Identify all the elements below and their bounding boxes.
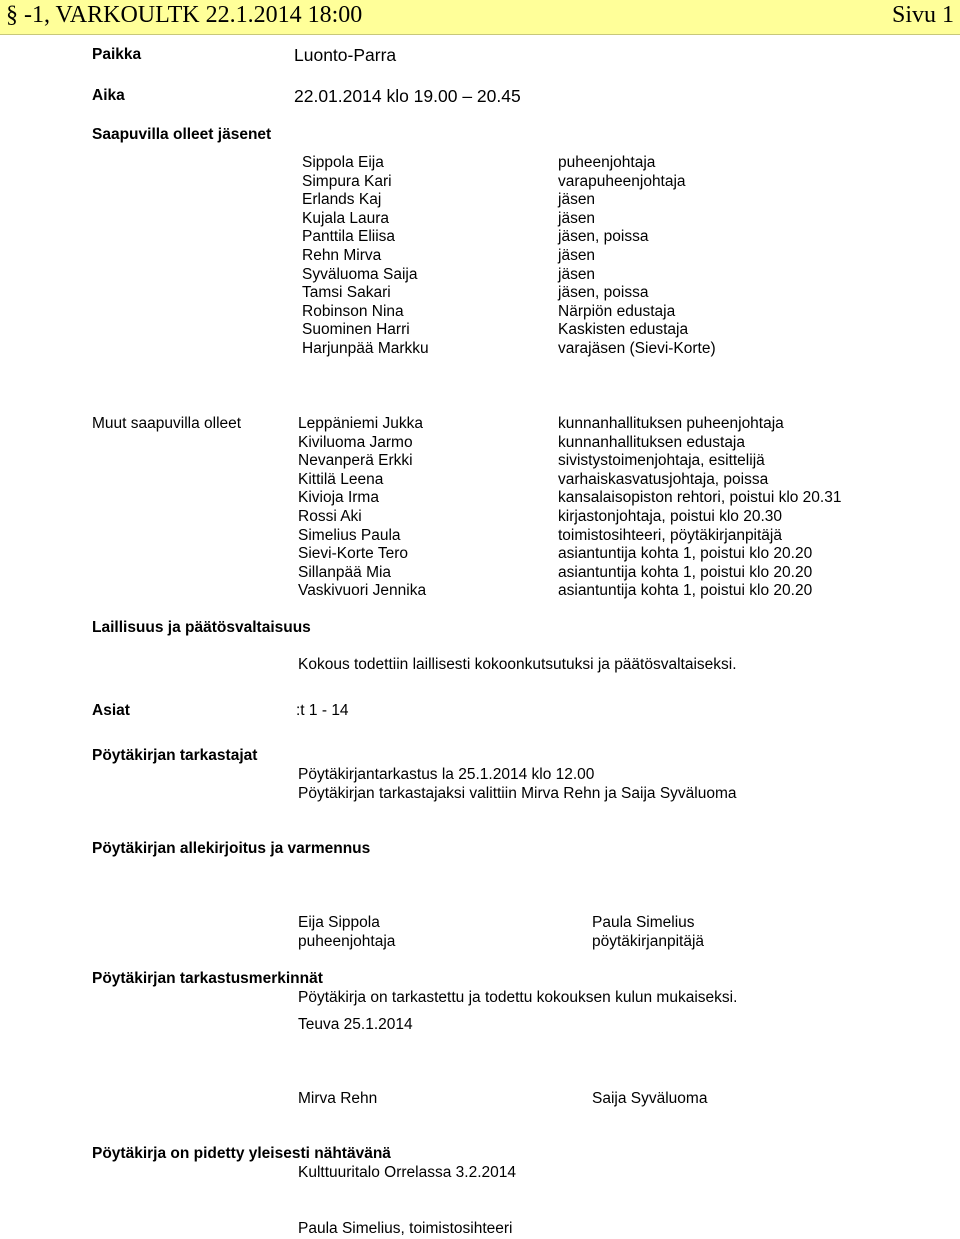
document-title: § -1, VARKOULTK 22.1.2014 18:00 bbox=[6, 2, 363, 28]
time-label: Aika bbox=[92, 87, 125, 104]
checkmarks-label: Pöytäkirjan tarkastusmerkinnät bbox=[92, 970, 323, 987]
other-role: sivistystoimenjohtaja, esittelijä bbox=[558, 452, 765, 470]
other-name: Kittilä Leena bbox=[298, 470, 384, 488]
member-role: jäsen, poissa bbox=[558, 284, 649, 302]
member-roles bbox=[558, 154, 716, 359]
other-role: asiantuntija kohta 1, poistui klo 20.20 bbox=[558, 582, 813, 600]
member-name: Harjunpää Markku bbox=[302, 339, 429, 357]
checkers-label: Pöytäkirjan tarkastajat bbox=[92, 747, 258, 764]
checkers-line-2: Pöytäkirjan tarkastajaksi valittiin Mirva Rehn ja Saija Syväluoma bbox=[298, 785, 737, 802]
member-name: Robinson Nina bbox=[302, 302, 404, 320]
member-role: jäsen bbox=[558, 265, 596, 283]
signer-1-role: puheenjohtaja bbox=[298, 933, 396, 950]
other-role: varhaiskasvatusjohtaja, poissa bbox=[558, 470, 769, 488]
member-role: jäsen, poissa bbox=[558, 228, 649, 246]
checkers-line-1: Pöytäkirjantarkastus la 25.1.2014 klo 12.00 bbox=[298, 766, 595, 783]
other-name: Sievi-Korte Tero bbox=[298, 545, 408, 563]
other-role: kansalaisopiston rehtori, poistui klo 20.31 bbox=[558, 489, 842, 507]
other-name: Nevanperä Erkki bbox=[298, 452, 413, 470]
other-name: Simelius Paula bbox=[298, 526, 401, 544]
display-label: Pöytäkirja on pidetty yleisesti nähtävänä bbox=[92, 1145, 391, 1162]
checkmarks-place-date: Teuva 25.1.2014 bbox=[298, 1016, 413, 1033]
member-name: Rehn Mirva bbox=[302, 246, 382, 264]
place-label: Paikka bbox=[92, 46, 142, 63]
page-number: Sivu 1 bbox=[891, 2, 954, 28]
other-name: Leppäniemi Jukka bbox=[298, 415, 423, 432]
legality-label: Laillisuus ja päätösvaltaisuus bbox=[92, 619, 311, 636]
others-label: Muut saapuvilla olleet bbox=[92, 415, 242, 432]
place-value: Luonto-Parra bbox=[294, 45, 397, 65]
member-role: varapuheenjohtaja bbox=[558, 172, 686, 190]
other-role: asiantuntija kohta 1, poistui klo 20.20 bbox=[558, 563, 813, 581]
signer-1-name: Eija Sippola bbox=[298, 914, 380, 931]
other-role: toimistosihteeri, pöytäkirjanpitäjä bbox=[558, 526, 782, 544]
member-role: jäsen bbox=[558, 191, 596, 209]
other-names bbox=[298, 415, 426, 601]
signer-2-name: Paula Simelius bbox=[592, 914, 695, 931]
other-name: Rossi Aki bbox=[298, 507, 362, 525]
other-name: Vaskivuori Jennika bbox=[298, 582, 427, 600]
matters-label: Asiat bbox=[92, 702, 130, 719]
signing-label: Pöytäkirjan allekirjoitus ja varmennus bbox=[92, 840, 371, 857]
other-name: Sillanpää Mia bbox=[298, 563, 392, 581]
other-role: asiantuntija kohta 1, poistui klo 20.20 bbox=[558, 545, 813, 563]
other-name: Kiviluoma Jarmo bbox=[298, 433, 413, 451]
member-name: Suominen Harri bbox=[302, 321, 410, 339]
checkmarks-text: Pöytäkirja on tarkastettu ja todettu kokouksen kulun mukaiseksi. bbox=[298, 989, 738, 1006]
member-name: Panttila Eliisa bbox=[302, 228, 396, 246]
member-name: Sippola Eija bbox=[302, 154, 384, 171]
checker-1-name: Mirva Rehn bbox=[298, 1090, 378, 1107]
checker-2-name: Saija Syväluoma bbox=[592, 1090, 708, 1107]
member-name: Erlands Kaj bbox=[302, 191, 382, 209]
member-role: varajäsen (Sievi-Korte) bbox=[558, 339, 716, 357]
member-role: puheenjohtaja bbox=[558, 154, 656, 171]
legality-text: Kokous todettiin laillisesti kokoonkutsutuksi ja päätösvaltaiseksi. bbox=[298, 656, 737, 673]
time-value: 22.01.2014 klo 19.00 – 20.45 bbox=[294, 86, 521, 106]
member-names bbox=[302, 154, 429, 359]
other-role: kunnanhallituksen edustaja bbox=[558, 433, 745, 451]
display-signer: Paula Simelius, toimistosihteeri bbox=[298, 1220, 513, 1237]
member-name: Tamsi Sakari bbox=[302, 284, 391, 302]
member-role: Närpiön edustaja bbox=[558, 302, 676, 320]
other-roles bbox=[558, 415, 841, 601]
member-role: Kaskisten edustaja bbox=[558, 321, 689, 339]
matters-value: :t 1 - 14 bbox=[296, 702, 349, 719]
display-text: Kulttuuritalo Orrelassa 3.2.2014 bbox=[298, 1164, 516, 1181]
page-header bbox=[0, 0, 960, 35]
member-role: jäsen bbox=[558, 246, 596, 264]
members-label: Saapuvilla olleet jäsenet bbox=[92, 126, 272, 143]
other-role: kunnanhallituksen puheenjohtaja bbox=[558, 415, 784, 432]
member-name: Simpura Kari bbox=[302, 172, 392, 190]
member-role: jäsen bbox=[558, 209, 596, 227]
signer-2-role: pöytäkirjanpitäjä bbox=[592, 933, 705, 950]
member-name: Syväluoma Saija bbox=[302, 265, 418, 283]
other-role: kirjastonjohtaja, poistui klo 20.30 bbox=[558, 507, 783, 525]
member-name: Kujala Laura bbox=[302, 209, 390, 227]
other-name: Kivioja Irma bbox=[298, 489, 379, 507]
